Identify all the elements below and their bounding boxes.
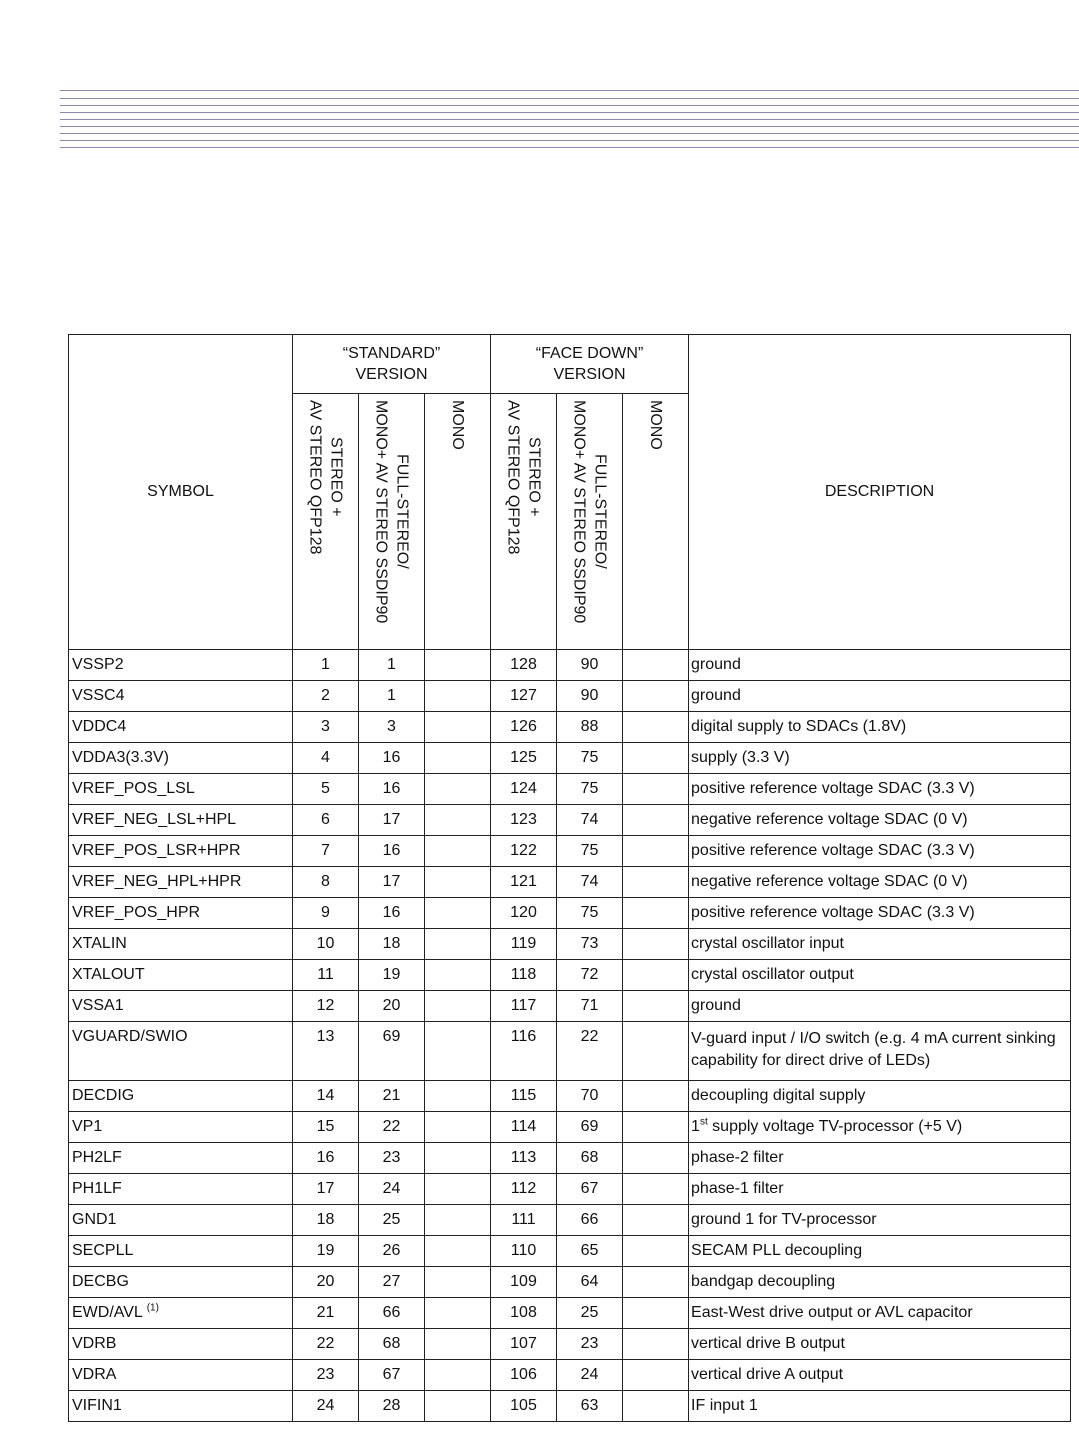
fd-mono-pin xyxy=(623,1360,689,1391)
fd-full-stereo-pin: 74 xyxy=(557,805,623,836)
fd-stereo-pin: 118 xyxy=(491,960,557,991)
pin-symbol: PH2LF xyxy=(69,1143,293,1174)
std-mono-pin xyxy=(425,712,491,743)
fd-stereo-pin: 109 xyxy=(491,1267,557,1298)
fd-mono-pin xyxy=(623,1267,689,1298)
pin-description: crystal oscillator input xyxy=(689,929,1071,960)
table-row xyxy=(69,929,1071,960)
fd-stereo-pin: 124 xyxy=(491,774,557,805)
col-standard-full-stereo: FULL-STEREO/ MONO+ AV STEREO SSDIP90 xyxy=(359,394,425,650)
std-mono-pin xyxy=(425,960,491,991)
std-full-stereo-pin: 69 xyxy=(359,1022,425,1081)
table-row xyxy=(69,805,1071,836)
fd-stereo-pin: 122 xyxy=(491,836,557,867)
table-row xyxy=(69,1174,1071,1205)
pin-symbol: DECDIG xyxy=(69,1081,293,1112)
fd-full-stereo-pin: 67 xyxy=(557,1174,623,1205)
fd-mono-pin xyxy=(623,1143,689,1174)
table-row xyxy=(69,898,1071,929)
std-stereo-pin: 5 xyxy=(293,774,359,805)
std-mono-pin xyxy=(425,898,491,929)
fd-stereo-pin: 111 xyxy=(491,1205,557,1236)
fd-mono-pin xyxy=(623,1236,689,1267)
pin-symbol: XTALIN xyxy=(69,929,293,960)
std-mono-pin xyxy=(425,774,491,805)
pin-description: decoupling digital supply xyxy=(689,1081,1071,1112)
fd-stereo-pin: 116 xyxy=(491,1022,557,1081)
pin-symbol: VREF_POS_LSR+HPR xyxy=(69,836,293,867)
std-stereo-pin: 6 xyxy=(293,805,359,836)
pin-description: digital supply to SDACs (1.8V) xyxy=(689,712,1071,743)
table-row xyxy=(69,836,1071,867)
symbol-header: SYMBOL xyxy=(69,335,293,650)
fd-mono-pin xyxy=(623,774,689,805)
table-row xyxy=(69,1081,1071,1112)
std-stereo-pin: 17 xyxy=(293,1174,359,1205)
std-mono-pin xyxy=(425,1391,491,1422)
fd-mono-pin xyxy=(623,743,689,774)
std-stereo-pin: 21 xyxy=(293,1298,359,1329)
std-full-stereo-pin: 20 xyxy=(359,991,425,1022)
table-row xyxy=(69,650,1071,681)
std-mono-pin xyxy=(425,929,491,960)
pin-symbol: VDRA xyxy=(69,1360,293,1391)
fd-full-stereo-pin: 25 xyxy=(557,1298,623,1329)
table-row xyxy=(69,1022,1071,1081)
std-stereo-pin: 3 xyxy=(293,712,359,743)
fd-mono-pin xyxy=(623,1329,689,1360)
fd-full-stereo-pin: 70 xyxy=(557,1081,623,1112)
pin-description: ground xyxy=(689,991,1071,1022)
fd-full-stereo-pin: 63 xyxy=(557,1391,623,1422)
pin-description: positive reference voltage SDAC (3.3 V) xyxy=(689,898,1071,929)
fd-mono-pin xyxy=(623,805,689,836)
std-full-stereo-pin: 16 xyxy=(359,836,425,867)
pin-description: ground xyxy=(689,650,1071,681)
fd-mono-pin xyxy=(623,1298,689,1329)
std-full-stereo-pin: 68 xyxy=(359,1329,425,1360)
col-facedown-stereo: STEREO + AV STEREO QFP128 xyxy=(491,394,557,650)
std-full-stereo-pin: 22 xyxy=(359,1112,425,1143)
fd-full-stereo-pin: 73 xyxy=(557,929,623,960)
fd-mono-pin xyxy=(623,991,689,1022)
fd-full-stereo-pin: 68 xyxy=(557,1143,623,1174)
pin-description: bandgap decoupling xyxy=(689,1267,1071,1298)
standard-version-header: “STANDARD” VERSION xyxy=(293,335,491,394)
std-stereo-pin: 9 xyxy=(293,898,359,929)
table-row xyxy=(69,1391,1071,1422)
fd-full-stereo-pin: 66 xyxy=(557,1205,623,1236)
pin-symbol: VREF_NEG_LSL+HPL xyxy=(69,805,293,836)
pin-description: positive reference voltage SDAC (3.3 V) xyxy=(689,774,1071,805)
col-standard-mono: MONO xyxy=(425,394,491,650)
table-row xyxy=(69,991,1071,1022)
std-mono-pin xyxy=(425,1205,491,1236)
fd-mono-pin xyxy=(623,1022,689,1081)
std-full-stereo-pin: 26 xyxy=(359,1236,425,1267)
std-full-stereo-pin: 3 xyxy=(359,712,425,743)
std-mono-pin xyxy=(425,1360,491,1391)
header-rule-lines xyxy=(60,90,1079,150)
fd-full-stereo-pin: 90 xyxy=(557,650,623,681)
std-mono-pin xyxy=(425,650,491,681)
std-stereo-pin: 12 xyxy=(293,991,359,1022)
fd-stereo-pin: 114 xyxy=(491,1112,557,1143)
std-full-stereo-pin: 1 xyxy=(359,681,425,712)
pin-symbol: PH1LF xyxy=(69,1174,293,1205)
pin-description: vertical drive B output xyxy=(689,1329,1071,1360)
std-stereo-pin: 24 xyxy=(293,1391,359,1422)
pin-description: crystal oscillator output xyxy=(689,960,1071,991)
std-stereo-pin: 23 xyxy=(293,1360,359,1391)
pin-description: SECAM PLL decoupling xyxy=(689,1236,1071,1267)
pin-description: V-guard input / I/O switch (e.g. 4 mA current sinking capability for direct drive of LEDs) xyxy=(689,1022,1071,1081)
std-mono-pin xyxy=(425,805,491,836)
table-row xyxy=(69,1112,1071,1143)
pin-symbol: SECPLL xyxy=(69,1236,293,1267)
pin-symbol: VDRB xyxy=(69,1329,293,1360)
std-stereo-pin: 10 xyxy=(293,929,359,960)
std-mono-pin xyxy=(425,681,491,712)
fd-stereo-pin: 121 xyxy=(491,867,557,898)
std-mono-pin xyxy=(425,743,491,774)
fd-mono-pin xyxy=(623,898,689,929)
pin-symbol: DECBG xyxy=(69,1267,293,1298)
table-row xyxy=(69,867,1071,898)
std-full-stereo-pin: 28 xyxy=(359,1391,425,1422)
pin-description: East-West drive output or AVL capacitor xyxy=(689,1298,1071,1329)
table-row xyxy=(69,1329,1071,1360)
fd-full-stereo-pin: 75 xyxy=(557,743,623,774)
std-mono-pin xyxy=(425,1112,491,1143)
fd-full-stereo-pin: 72 xyxy=(557,960,623,991)
std-mono-pin xyxy=(425,1081,491,1112)
std-full-stereo-pin: 27 xyxy=(359,1267,425,1298)
fd-stereo-pin: 107 xyxy=(491,1329,557,1360)
std-full-stereo-pin: 18 xyxy=(359,929,425,960)
std-full-stereo-pin: 66 xyxy=(359,1298,425,1329)
fd-mono-pin xyxy=(623,1174,689,1205)
fd-full-stereo-pin: 23 xyxy=(557,1329,623,1360)
pin-symbol: VREF_POS_HPR xyxy=(69,898,293,929)
std-mono-pin xyxy=(425,1298,491,1329)
std-full-stereo-pin: 19 xyxy=(359,960,425,991)
fd-full-stereo-pin: 24 xyxy=(557,1360,623,1391)
std-stereo-pin: 2 xyxy=(293,681,359,712)
fd-full-stereo-pin: 64 xyxy=(557,1267,623,1298)
pin-description: ground xyxy=(689,681,1071,712)
fd-stereo-pin: 110 xyxy=(491,1236,557,1267)
fd-stereo-pin: 127 xyxy=(491,681,557,712)
pin-symbol: VSSC4 xyxy=(69,681,293,712)
fd-mono-pin xyxy=(623,867,689,898)
fd-full-stereo-pin: 90 xyxy=(557,681,623,712)
std-full-stereo-pin: 25 xyxy=(359,1205,425,1236)
pin-symbol: VGUARD/SWIO xyxy=(69,1022,293,1081)
table-row xyxy=(69,1236,1071,1267)
std-stereo-pin: 20 xyxy=(293,1267,359,1298)
pin-symbol: XTALOUT xyxy=(69,960,293,991)
std-mono-pin xyxy=(425,991,491,1022)
std-full-stereo-pin: 67 xyxy=(359,1360,425,1391)
fd-stereo-pin: 125 xyxy=(491,743,557,774)
table-row xyxy=(69,681,1071,712)
table-row xyxy=(69,960,1071,991)
table-row xyxy=(69,1267,1071,1298)
pin-description: negative reference voltage SDAC (0 V) xyxy=(689,867,1071,898)
col-standard-stereo: STEREO + AV STEREO QFP128 xyxy=(293,394,359,650)
std-mono-pin xyxy=(425,1174,491,1205)
std-full-stereo-pin: 21 xyxy=(359,1081,425,1112)
std-mono-pin xyxy=(425,1329,491,1360)
std-stereo-pin: 22 xyxy=(293,1329,359,1360)
fd-mono-pin xyxy=(623,929,689,960)
fd-stereo-pin: 105 xyxy=(491,1391,557,1422)
pin-description: 1st supply voltage TV-processor (+5 V) xyxy=(689,1112,1071,1143)
pin-description: vertical drive A output xyxy=(689,1360,1071,1391)
pin-description: positive reference voltage SDAC (3.3 V) xyxy=(689,836,1071,867)
pin-symbol: VSSP2 xyxy=(69,650,293,681)
pin-description: phase-2 filter xyxy=(689,1143,1071,1174)
table-row xyxy=(69,1143,1071,1174)
pin-description: phase-1 filter xyxy=(689,1174,1071,1205)
std-stereo-pin: 16 xyxy=(293,1143,359,1174)
std-full-stereo-pin: 24 xyxy=(359,1174,425,1205)
pin-symbol: GND1 xyxy=(69,1205,293,1236)
fd-stereo-pin: 115 xyxy=(491,1081,557,1112)
fd-full-stereo-pin: 75 xyxy=(557,836,623,867)
std-stereo-pin: 13 xyxy=(293,1022,359,1081)
pin-symbol: VDDC4 xyxy=(69,712,293,743)
description-header: DESCRIPTION xyxy=(689,335,1071,650)
std-mono-pin xyxy=(425,1236,491,1267)
fd-full-stereo-pin: 88 xyxy=(557,712,623,743)
std-mono-pin xyxy=(425,1022,491,1081)
pin-table xyxy=(68,334,1071,1422)
fd-stereo-pin: 128 xyxy=(491,650,557,681)
pin-symbol: VDDA3(3.3V) xyxy=(69,743,293,774)
std-full-stereo-pin: 23 xyxy=(359,1143,425,1174)
pin-symbol: VSSA1 xyxy=(69,991,293,1022)
fd-mono-pin xyxy=(623,1112,689,1143)
fd-mono-pin xyxy=(623,712,689,743)
pin-symbol: VP1 xyxy=(69,1112,293,1143)
pin-symbol: VREF_POS_LSL xyxy=(69,774,293,805)
fd-mono-pin xyxy=(623,960,689,991)
fd-stereo-pin: 120 xyxy=(491,898,557,929)
col-facedown-full-stereo: FULL-STEREO/ MONO+ AV STEREO SSDIP90 xyxy=(557,394,623,650)
fd-full-stereo-pin: 65 xyxy=(557,1236,623,1267)
fd-stereo-pin: 106 xyxy=(491,1360,557,1391)
table-row xyxy=(69,1205,1071,1236)
pin-description: IF input 1 xyxy=(689,1391,1071,1422)
footnote-mark: (1) xyxy=(146,1302,159,1314)
std-stereo-pin: 19 xyxy=(293,1236,359,1267)
std-mono-pin xyxy=(425,1267,491,1298)
std-stereo-pin: 7 xyxy=(293,836,359,867)
fd-stereo-pin: 126 xyxy=(491,712,557,743)
table-row xyxy=(69,743,1071,774)
fd-full-stereo-pin: 22 xyxy=(557,1022,623,1081)
fd-stereo-pin: 119 xyxy=(491,929,557,960)
fd-stereo-pin: 117 xyxy=(491,991,557,1022)
std-full-stereo-pin: 17 xyxy=(359,867,425,898)
fd-mono-pin xyxy=(623,1391,689,1422)
pin-symbol: EWD/AVL $^{(1)}$ xyxy=(69,1298,293,1329)
fd-full-stereo-pin: 69 xyxy=(557,1112,623,1143)
std-stereo-pin: 11 xyxy=(293,960,359,991)
std-stereo-pin: 15 xyxy=(293,1112,359,1143)
std-mono-pin xyxy=(425,1143,491,1174)
pin-description: ground 1 for TV-processor xyxy=(689,1205,1071,1236)
std-mono-pin xyxy=(425,867,491,898)
fd-mono-pin xyxy=(623,681,689,712)
col-facedown-mono: MONO xyxy=(623,394,689,650)
table-row xyxy=(69,774,1071,805)
fd-mono-pin xyxy=(623,836,689,867)
fd-full-stereo-pin: 71 xyxy=(557,991,623,1022)
fd-full-stereo-pin: 75 xyxy=(557,898,623,929)
face-down-version-header: “FACE DOWN” VERSION xyxy=(491,335,689,394)
pin-description: supply (3.3 V) xyxy=(689,743,1071,774)
fd-mono-pin xyxy=(623,650,689,681)
fd-stereo-pin: 112 xyxy=(491,1174,557,1205)
fd-mono-pin xyxy=(623,1081,689,1112)
fd-full-stereo-pin: 74 xyxy=(557,867,623,898)
pin-description: negative reference voltage SDAC (0 V) xyxy=(689,805,1071,836)
pin-symbol: VREF_NEG_HPL+HPR xyxy=(69,867,293,898)
std-full-stereo-pin: 17 xyxy=(359,805,425,836)
std-stereo-pin: 8 xyxy=(293,867,359,898)
fd-full-stereo-pin: 75 xyxy=(557,774,623,805)
std-mono-pin xyxy=(425,836,491,867)
std-stereo-pin: 1 xyxy=(293,650,359,681)
table-row xyxy=(69,1298,1071,1329)
std-full-stereo-pin: 16 xyxy=(359,743,425,774)
std-full-stereo-pin: 1 xyxy=(359,650,425,681)
std-stereo-pin: 14 xyxy=(293,1081,359,1112)
pin-symbol: VIFIN1 xyxy=(69,1391,293,1422)
std-stereo-pin: 4 xyxy=(293,743,359,774)
std-full-stereo-pin: 16 xyxy=(359,898,425,929)
fd-stereo-pin: 108 xyxy=(491,1298,557,1329)
fd-stereo-pin: 123 xyxy=(491,805,557,836)
std-stereo-pin: 18 xyxy=(293,1205,359,1236)
table-row xyxy=(69,1360,1071,1391)
fd-stereo-pin: 113 xyxy=(491,1143,557,1174)
std-full-stereo-pin: 16 xyxy=(359,774,425,805)
table-row xyxy=(69,712,1071,743)
fd-mono-pin xyxy=(623,1205,689,1236)
